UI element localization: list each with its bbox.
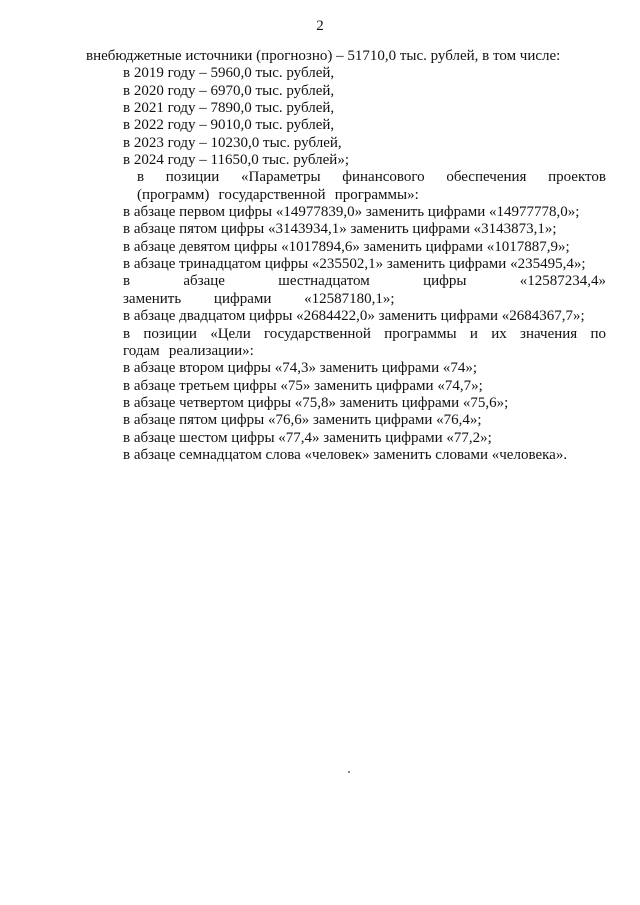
paragraph: в абзаце шестнадцатом цифры «12587234,4» заменить цифрами «12587180,1»; — [123, 273, 606, 307]
document-body — [86, 48, 606, 464]
text-line: в абзаце пятом цифры «76,6» заменить цифрами «76,4»; — [123, 412, 482, 429]
paragraph: в позиции «Параметры финансового обеспечения проектов (программ) государственной программы»: — [137, 169, 606, 203]
text-line: в абзаце тринадцатом цифры «235502,1» заменить цифрами «235495,4»; — [123, 256, 586, 273]
text-line: в абзаце четвертом цифры «75,8» заменить цифрами «75,6»; — [123, 394, 509, 411]
text-line: в абзаце первом цифры «14977839,0» заменить цифрами «14977778,0»; — [123, 204, 580, 221]
text-line: в 2019 году – 5960,0 тыс. рублей, — [123, 65, 335, 82]
page-number: 2 — [316, 18, 324, 34]
text-line: внебюджетные источники (прогнозно) – 51710,0 тыс. рублей, в том числе: — [86, 48, 561, 64]
text-line: в абзаце семнадцатом слова «человек» заменить словами «человека». — [123, 446, 568, 463]
text-line: в 2023 году – 10230,0 тыс. рублей, — [123, 134, 342, 151]
text-line: в абзаце пятом цифры «3143934,1» заменить цифрами «3143873,1»; — [123, 221, 557, 238]
text-line: в 2024 году – 11650,0 тыс. рублей»; — [123, 152, 349, 169]
text-line: в 2021 году – 7890,0 тыс. рублей, — [123, 100, 335, 117]
text-line: в абзаце втором цифры «74,3» заменить цифрами «74»; — [123, 360, 478, 377]
text-line: в абзаце двадцатом цифры «2684422,0» заменить цифрами «2684367,7»; — [123, 308, 585, 325]
text-line: в абзаце третьем цифры «75» заменить цифрами «74,7»; — [123, 377, 483, 394]
paragraph: в позиции «Цели государственной программы и их значения по годам реализации»: — [123, 325, 606, 359]
text-line: в абзаце шестом цифры «77,4» заменить цифрами «77,2»; — [123, 429, 492, 446]
text-line: в абзаце девятом цифры «1017894,6» заменить цифрами «1017887,9»; — [123, 238, 570, 255]
scan-speck — [348, 771, 350, 773]
text-line: в 2022 году – 9010,0 тыс. рублей, — [123, 117, 335, 134]
text-line: в 2020 году – 6970,0 тыс. рублей, — [123, 82, 335, 99]
